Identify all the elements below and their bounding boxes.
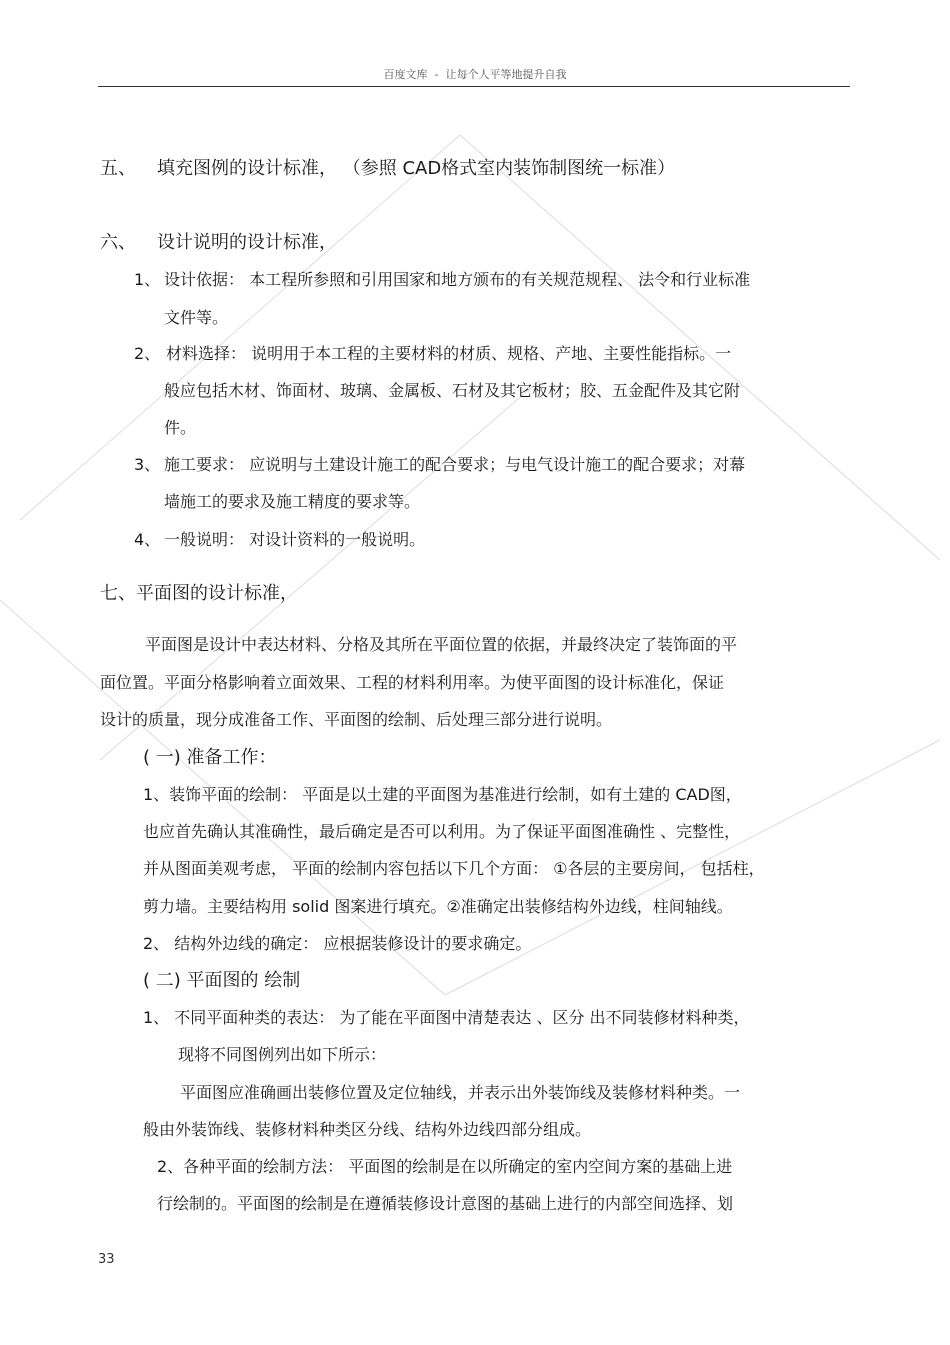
list-item-number: 3、 <box>134 455 161 474</box>
list-item-text: 设计依据： 本工程所参照和引用国家和地方颁布的有关规范规程、 法令和行业标准 <box>164 270 751 289</box>
paragraph-line: 1、 不同平面种类的表达： 为了能在平面图中清楚表达 、区分 出不同装修材料种类， <box>143 1008 750 1027</box>
section-5-number: 五、 <box>100 158 136 179</box>
list-item-text: 墙施工的要求及施工精度的要求等。 <box>164 492 421 511</box>
paragraph-line: 也应首先确认其准确性，最后确定是否可以利用。为了保证平面图准确性 、完整性， <box>143 822 741 841</box>
list-item-text: 文件等。 <box>164 308 229 327</box>
list-item-text: 般应包括木材、饰面材、玻璃、金属板、石材及其它板材；胶、五金配件及其它附 <box>164 381 741 400</box>
paragraph-line: 剪力墙。主要结构用 solid 图案进行填充。②准确定出装修结构外边线，柱间轴线。 <box>143 897 733 916</box>
section-6-title: 设计说明的设计标准， <box>157 232 337 253</box>
subsection-2-title: ( 二) 平面图的 绘制 <box>143 970 301 991</box>
paragraph-line: 1、装饰平面的绘制： 平面是以土建的平面图为基准进行绘制，如有土建的 CAD图， <box>143 785 742 804</box>
list-item-number: 4、 <box>134 530 161 549</box>
list-item-number: 2、 <box>134 344 161 363</box>
list-item-text: 件。 <box>164 418 197 437</box>
paragraph-line: 般由外装饰线、装修材料种类区分线、结构外边线四部分组成。 <box>143 1120 592 1139</box>
subsection-1-title: ( 一) 准备工作： <box>143 747 277 768</box>
list-item-text: 材料选择： 说明用于本工程的主要材料的材质、规格、产地、主要性能指标。一 <box>166 344 732 363</box>
section-5-title: 填充图例的设计标准， （参照 CAD格式室内装饰制图统一标准） <box>157 158 676 179</box>
section-7-title: 七、平面图的设计标准， <box>100 583 298 604</box>
paragraph-line: 并从图面美观考虑， 平面的绘制内容包括以下几个方面： ①各层的主要房间， 包括柱， <box>143 859 765 878</box>
paragraph-line: 面位置。平面分格影响着立面效果、工程的材料利用率。为使平面图的设计标准化，保证 <box>100 673 725 692</box>
page-header: 百度文库 - 让每个人平等地提升自我 <box>383 68 567 81</box>
section-6-number: 六、 <box>100 232 136 253</box>
list-item-text: 一般说明： 对设计资料的一般说明。 <box>164 530 426 549</box>
paragraph-line: 2、 结构外边线的确定： 应根据装修设计的要求确定。 <box>143 934 532 953</box>
paragraph-line: 2、各种平面的绘制方法： 平面图的绘制是在以所确定的室内空间方案的基础上进 <box>157 1157 733 1176</box>
paragraph-line: 平面图是设计中表达材料、分格及其所在平面位置的依据，并最终决定了装饰面的平 <box>145 635 738 654</box>
paragraph-line: 行绘制的。平面图的绘制是在遵循装修设计意图的基础上进行的内部空间选择、划 <box>157 1194 734 1213</box>
paragraph-line: 平面图应准确画出装修位置及定位轴线，并表示出外装饰线及装修材料种类。一 <box>180 1083 741 1102</box>
list-item-number: 1、 <box>134 270 161 289</box>
paragraph-line: 设计的质量，现分成准备工作、平面图的绘制、后处理三部分进行说明。 <box>100 710 613 729</box>
page-number: 33 <box>98 1252 115 1267</box>
list-item-text: 施工要求： 应说明与土建设计施工的配合要求；与电气设计施工的配合要求；对幕 <box>164 455 746 474</box>
paragraph-line: 现将不同图例列出如下所示： <box>178 1045 387 1064</box>
header-divider <box>98 86 850 87</box>
